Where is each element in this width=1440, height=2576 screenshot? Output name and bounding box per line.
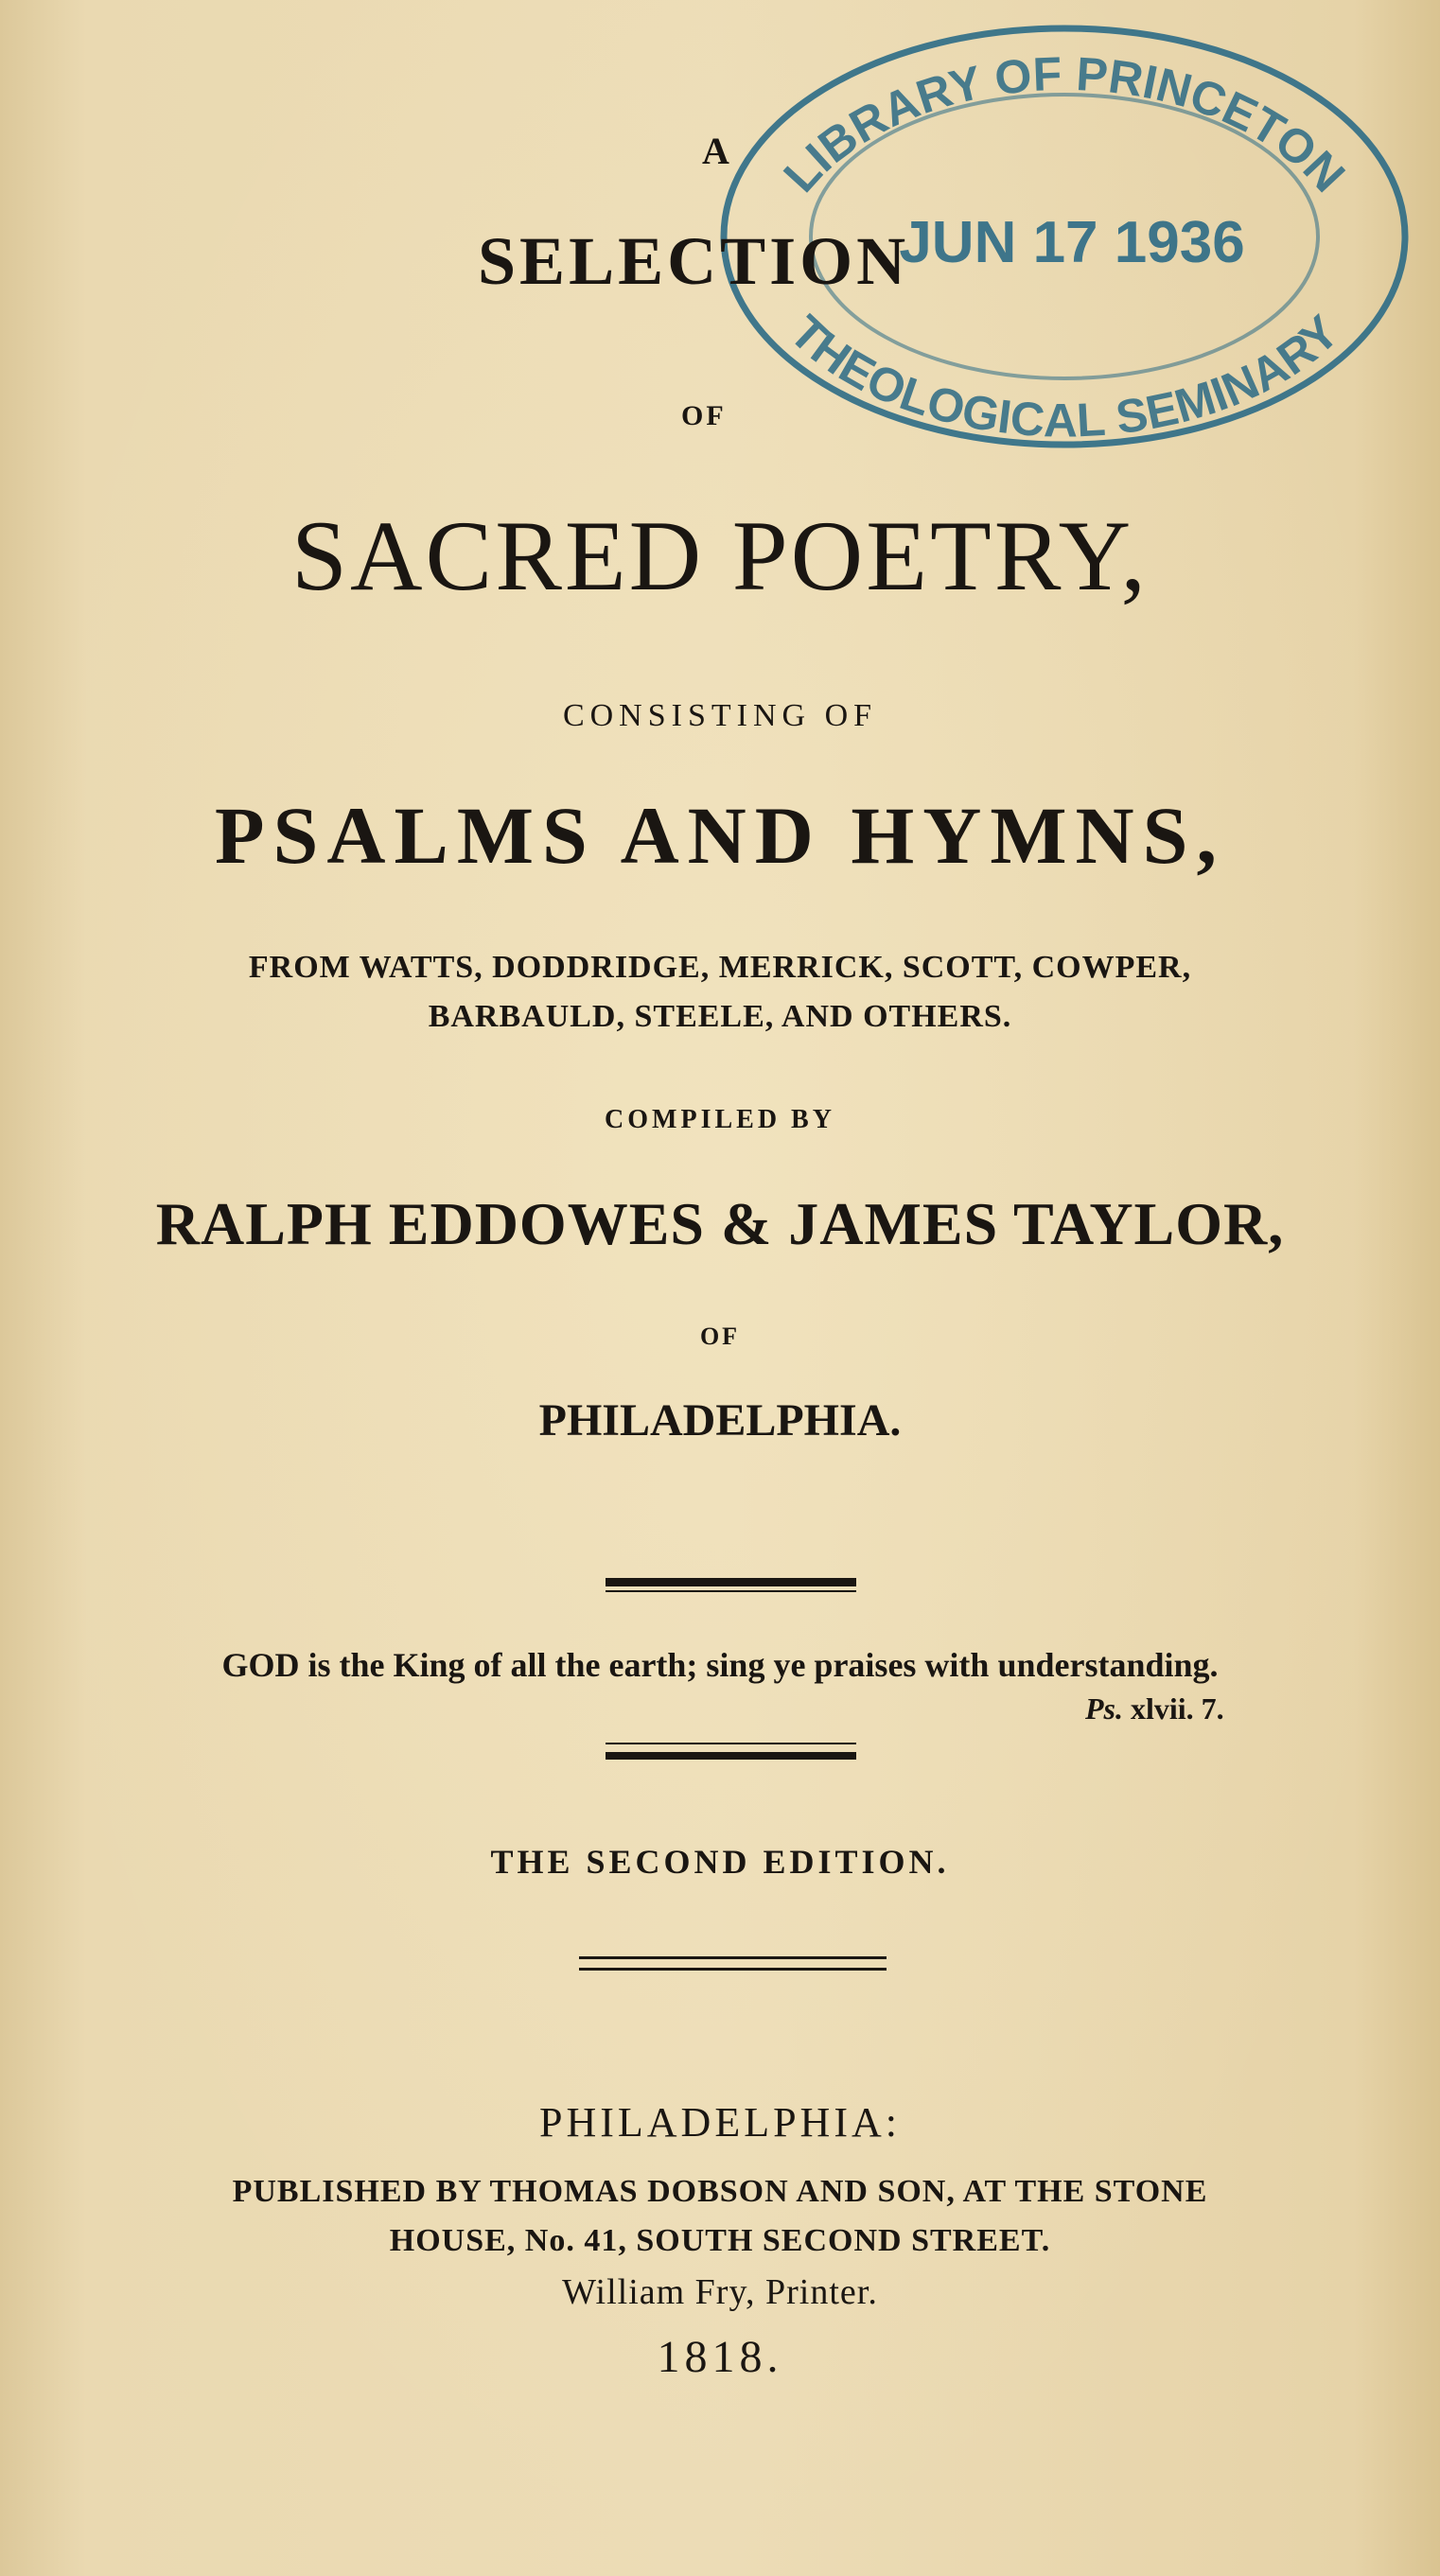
- subtitle: PSALMS AND HYMNS,: [214, 790, 1225, 881]
- rule-top-thick: [606, 1578, 856, 1586]
- stamp-ring-bottom: THEOLOGICAL SEMINARY: [780, 305, 1349, 447]
- compilers: RALPH EDDOWES & JAMES TAYLOR,: [155, 1190, 1285, 1257]
- main-title: SACRED POETRY,: [291, 500, 1149, 611]
- imprint-publisher-line-2: HOUSE, No. 41, SOUTH SECOND STREET.: [389, 2223, 1051, 2258]
- citation-reference: xlvii. 7.: [1131, 1691, 1224, 1726]
- title-article: A: [702, 130, 729, 172]
- title-of: OF: [681, 400, 727, 431]
- compiled-by: COMPILED BY: [605, 1105, 835, 1134]
- compilers-place: PHILADELPHIA.: [538, 1395, 902, 1446]
- stamp-date: JUN 17 1936: [899, 210, 1245, 275]
- edition: THE SECOND EDITION.: [490, 1843, 950, 1881]
- imprint-year: 1818.: [657, 2332, 783, 2382]
- stamp-ring-top: LIBRARY OF PRINCETON: [773, 46, 1356, 202]
- sources-line-1: FROM WATTS, DODDRIDGE, MERRICK, SCOTT, COWPER,: [248, 950, 1192, 985]
- rule-mid-thick: [606, 1752, 856, 1760]
- rule-bottom-1: [579, 1956, 887, 1959]
- epigraph: GOD is the King of all the earth; sing ye praises with understanding.: [221, 1646, 1219, 1684]
- citation-book: Ps.: [1085, 1691, 1123, 1726]
- imprint-publisher-line-1: PUBLISHED BY THOMAS DOBSON AND SON, AT THE STONE: [232, 2174, 1208, 2209]
- sources-line-2: BARBAULD, STEELE, AND OTHERS.: [428, 999, 1012, 1034]
- rule-bottom-2: [579, 1968, 887, 1971]
- imprint-city: PHILADELPHIA:: [539, 2099, 901, 2146]
- epigraph-citation: [1085, 1693, 1224, 1724]
- rule-top-thin: [606, 1590, 856, 1592]
- rule-mid-thin: [606, 1743, 856, 1744]
- consisting-of: CONSISTING OF: [562, 698, 878, 733]
- imprint-printer: William Fry, Printer.: [562, 2272, 878, 2312]
- of-place: OF: [699, 1323, 741, 1350]
- title-selection: SELECTION: [478, 223, 910, 299]
